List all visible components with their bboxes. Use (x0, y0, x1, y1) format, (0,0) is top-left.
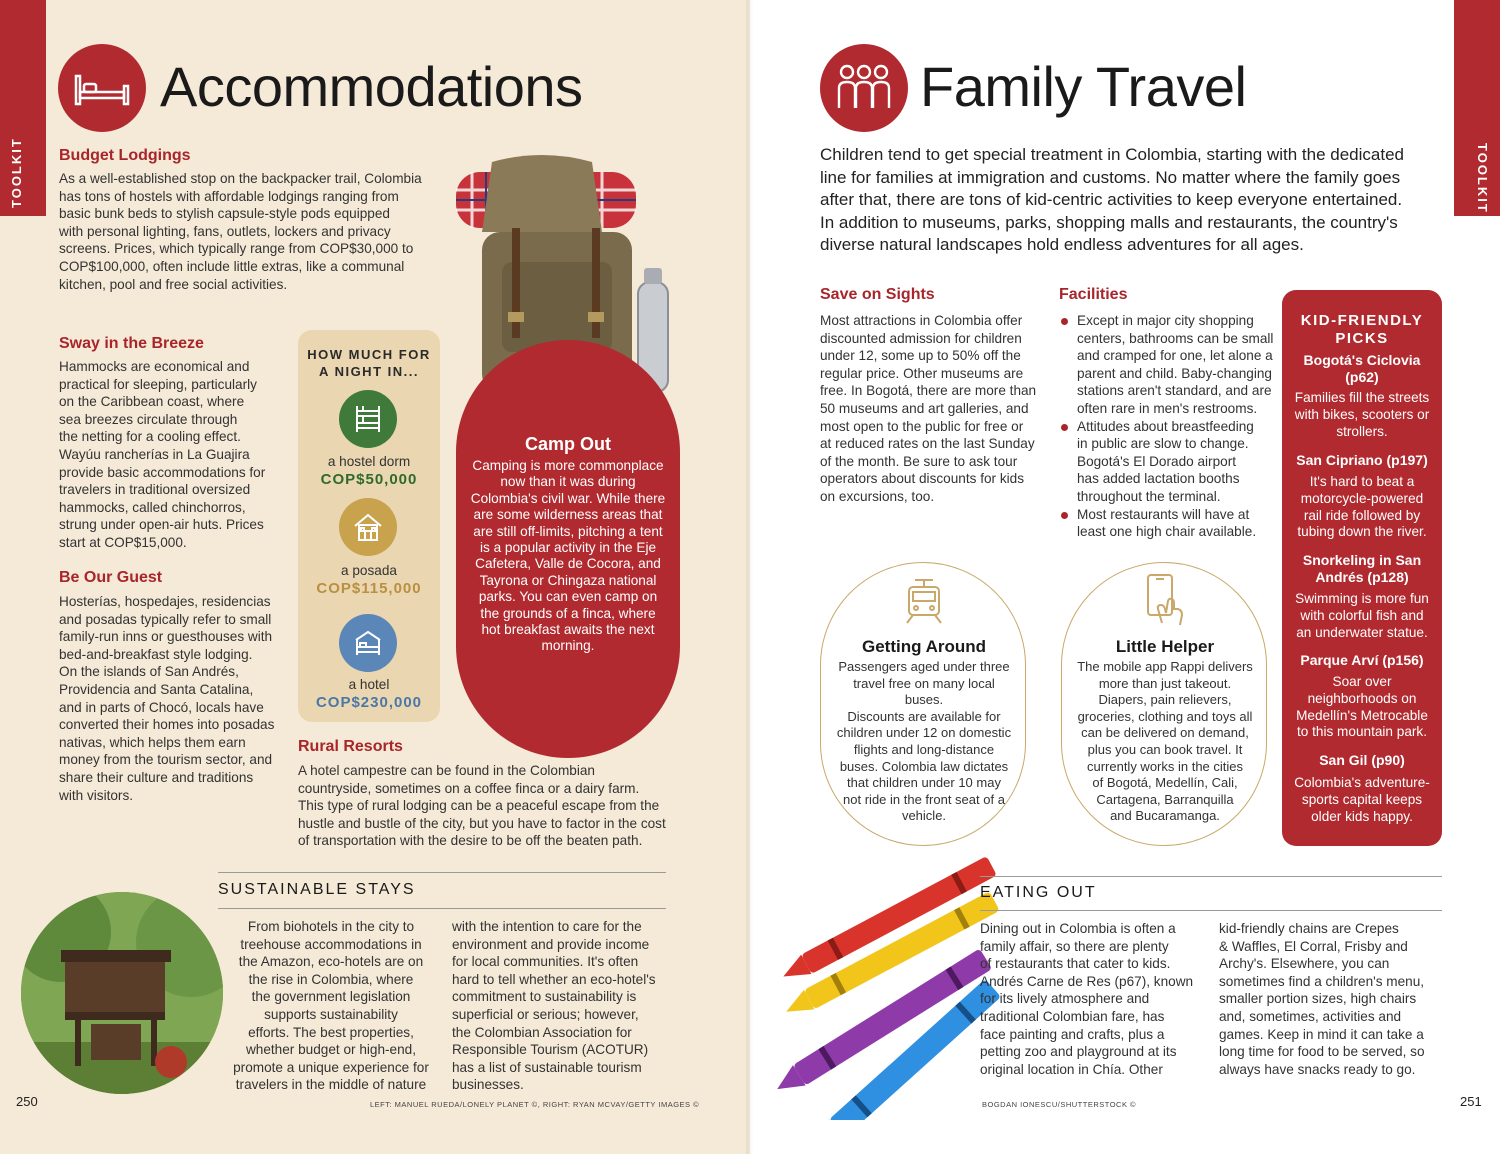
text-line: The mobile app Rappi delivers (1077, 659, 1253, 674)
text-line: an underwater statue. (1296, 624, 1428, 640)
price-label: a hotel (348, 677, 390, 692)
sustainable-col1 (220, 918, 442, 1094)
text-line: Andrés Carne de Res (p67), known (980, 973, 1194, 989)
text-line: San Cipriano (p197) (1296, 452, 1428, 468)
text-line: for local communities. It's often (452, 954, 639, 970)
text-line: not ride in the front seat of a (843, 791, 1005, 807)
divider (980, 876, 1442, 877)
text-line: family affair, so there are plenty (980, 938, 1169, 954)
text-line: & Waffles, El Corral, Frisby and (1219, 938, 1408, 954)
text-line: On the islands of San Andrés, (59, 664, 239, 680)
text-line: Swimming is more fun (1295, 591, 1429, 606)
text-line: sometimes find a children's menu, (1219, 973, 1425, 989)
text-line: Cafetera, Valle de Cocora, and (475, 556, 661, 572)
text-line: at reduced rates on the last Sunday (820, 436, 1035, 452)
text-line: Soar over (1332, 674, 1392, 689)
pick-description (1290, 591, 1434, 641)
text-line: Except in major city shopping (1077, 313, 1254, 328)
text-line: hustle and bustle of the city, but you have to factor in the cost (298, 815, 666, 831)
text-line: and posadas typically refer to small (59, 611, 272, 627)
text-line: basic bunk beds to stylish capsule-style pods equipped (59, 206, 390, 222)
title-line: PICKS (1335, 329, 1389, 347)
text-line: sea breezes circulate through (59, 411, 238, 427)
text-line: with the intention to care for the (452, 919, 642, 934)
bunk-bed-icon (339, 390, 397, 448)
page-number: 250 (16, 1094, 38, 1109)
pick-name (1282, 352, 1442, 386)
text-line: businesses. (452, 1077, 524, 1093)
text-line: the Colombian Association for (452, 1024, 632, 1040)
phone-tap-icon (1144, 573, 1186, 627)
text-line: after that, there are tons of kid-centric activities to keep everyone entertained. (820, 190, 1403, 210)
budget-heading: Budget Lodgings (59, 147, 191, 164)
text-line: supports sustainability (264, 1006, 398, 1022)
text-line: discounted admission for children (820, 330, 1022, 346)
photo-credit: BOGDAN IONESCU/SHUTTERSTOCK © (982, 1100, 1137, 1109)
facilities-heading: Facilities (1059, 286, 1128, 303)
text-line: of Bogotá, Medellín, Cali, (1092, 775, 1238, 791)
camp-out-panel (456, 340, 680, 758)
text-line: groceries, clothing and toys all (1077, 708, 1253, 724)
text-line: under 12, some up to 50% off the (820, 348, 1021, 364)
text-line: San Gil (p90) (1319, 752, 1405, 768)
text-line: From biohotels in the city to (247, 919, 415, 934)
price-label: a posada (341, 563, 397, 578)
camp-out-heading: Camp Out (524, 434, 611, 454)
text-line: Andrés (p128) (1315, 569, 1409, 585)
text-line: travel free on many local buses. (853, 675, 995, 708)
toolkit-tab-right (1454, 0, 1500, 216)
text-line: Hammocks are economical and (59, 359, 250, 374)
text-line: parent and child. Baby-changing (1077, 365, 1272, 381)
price-value: COP$50,000 (320, 471, 418, 488)
text-line: provide basic accommodations for (59, 464, 266, 480)
text-line: older kids happy. (1311, 808, 1413, 824)
sustainable-heading: SUSTAINABLE STAYS (218, 881, 416, 898)
pick-description (1290, 674, 1434, 741)
text-line: face painting and crafts, plus a (980, 1026, 1165, 1042)
price-label: a hostel dorm (327, 454, 411, 469)
text-line: more than just takeout. (1098, 675, 1232, 691)
title-line: A NIGHT IN... (319, 364, 419, 379)
text-line: of the month. Be sure to ask tour (820, 453, 1018, 469)
text-line: the grounds of a finca, where (480, 605, 656, 621)
text-line: commitment to sustainability is (452, 989, 637, 1005)
text-line: screens. Prices, which typically range from COP$30,000 to (59, 241, 414, 257)
pick-description (1290, 775, 1434, 825)
text-line: operators about discounts for kids (820, 471, 1025, 487)
text-line: and Bucaramanga. (1110, 808, 1220, 824)
save-text (820, 312, 1050, 506)
title-line: KID-FRIENDLY (1300, 312, 1424, 329)
text-line: kitchen, pool and free social activities. (59, 276, 288, 292)
text-line: practical for sleeping, particularly (59, 376, 257, 392)
text-line: motorcycle-powered (1300, 490, 1424, 506)
text-line: most open to the public for free or (820, 418, 1024, 434)
text-line: strollers. (1336, 423, 1388, 439)
text-line: that children under 10 may (847, 775, 1001, 791)
text-line: stations aren't standard, and are (1077, 383, 1272, 399)
text-line: often rare in men's restrooms. (1077, 400, 1258, 416)
text-line: strung under open-air huts. Prices (59, 517, 264, 533)
text-line: travelers in traditional oversized (59, 482, 251, 498)
text-line: has a list of sustainable tourism (452, 1059, 642, 1075)
text-line: converted their homes into posadas (59, 717, 275, 733)
pick-description (1290, 474, 1434, 541)
text-line: can be delivered on demand, (1081, 725, 1249, 741)
text-line: (p62) (1345, 369, 1379, 385)
kid-picks-heading (1282, 312, 1442, 347)
text-line: bed-and-breakfast style lodging. (59, 646, 253, 662)
text-line: Camping is more commonplace (472, 458, 664, 473)
text-line: share their culture and traditions (59, 769, 254, 785)
text-line: environment and provide income (452, 936, 650, 952)
text-line: rail ride followed by (1303, 507, 1421, 523)
text-line: Bogotá's El Dorado airport (1077, 453, 1237, 469)
text-line: now than it was during (500, 474, 636, 490)
text-line: Archy's. Elsewhere, you can (1219, 956, 1390, 972)
house-icon (339, 498, 397, 556)
text-line: original location in Chía. Other (980, 1061, 1163, 1077)
train-icon (903, 577, 945, 625)
divider (980, 910, 1442, 911)
pick-name (1282, 652, 1442, 669)
text-line: superficial or serious; however, (452, 1006, 639, 1022)
text-line: Colombia's civil war. While there (470, 490, 666, 506)
list-item (1059, 506, 1274, 541)
text-line: Children tend to get special treatment in Colombia, starting with the dedicated (820, 145, 1404, 164)
text-line: Hosterías, hospedajes, residencias (59, 594, 271, 609)
text-line: Providencia and Santa Catalina, (59, 681, 254, 697)
text-line: travelers in the middle of nature (235, 1077, 427, 1093)
toolkit-tab-left (0, 0, 46, 216)
budget-text (59, 170, 449, 293)
text-line: and, sometimes, activities and (1219, 1008, 1402, 1024)
text-line: whether budget or high-end, (245, 1042, 417, 1058)
text-line: Colombia's adventure- (1294, 775, 1430, 790)
text-line: children under 12 on domestic (836, 725, 1012, 741)
pick-name (1282, 552, 1442, 586)
text-line: on the Caribbean coast, where (59, 394, 245, 410)
text-line: least one high chair available. (1077, 524, 1257, 540)
gutter (746, 0, 754, 1154)
guest-heading: Be Our Guest (59, 569, 163, 586)
facilities-list (1059, 312, 1274, 541)
text-line: Tayrona or Chingaza national (479, 572, 657, 588)
bed-icon (58, 44, 146, 132)
page-title: Accommodations (160, 55, 583, 118)
text-line: hard to tell whether an eco-hotel's (452, 971, 656, 987)
guest-text (59, 593, 291, 804)
little-helper-heading: Little Helper (1115, 637, 1215, 656)
eating-col1 (980, 920, 1210, 1078)
text-line: COP$100,000, often include little extras, like a communal (59, 258, 405, 274)
text-line: Cartagena, Barranquilla (1096, 791, 1234, 807)
family-icon (820, 44, 908, 132)
text-line: has tons of hostels with affordable lodgings ranging from (59, 188, 399, 204)
text-line: plus you can book travel. It (1087, 741, 1243, 757)
text-line: morning. (541, 638, 595, 654)
how-much-title (298, 346, 440, 380)
text-line: the government legislation (251, 989, 411, 1005)
text-line: and in parts of Chocó, locals have (59, 699, 264, 715)
text-line: tubing down the river. (1297, 524, 1427, 540)
page-number: 251 (1460, 1094, 1482, 1109)
text-line: Snorkeling in San (1302, 552, 1422, 568)
text-line: 50 museums and art galleries, and (820, 400, 1029, 416)
text-line: Discounts are available for (847, 708, 1001, 724)
text-line: free. In Bogotá, there are more than (820, 383, 1037, 399)
text-line: of transportation with the desire to be off the beaten path. (298, 833, 643, 849)
text-line: This type of rural lodging can be a peaceful escape from the (298, 798, 660, 814)
treehouse-photo (21, 892, 223, 1094)
text-line: are still off-limits, pitching a tent (473, 523, 663, 539)
divider (218, 908, 666, 909)
text-line: promote a unique experience for (233, 1059, 429, 1075)
text-line: hammocks, called chinchorros, (59, 499, 246, 515)
rural-heading: Rural Resorts (298, 738, 403, 755)
text-line: the netting for a cooling effect. (59, 429, 241, 445)
text-line: with personal lighting, fans, outlets, lockers and privacy (59, 223, 391, 239)
text-line: smaller portion sizes, high chairs (1219, 991, 1417, 1007)
text-line: with colorful fish and (1300, 607, 1424, 623)
list-item (1059, 312, 1274, 418)
text-line: games. Keep in mind it can take a (1219, 1026, 1424, 1042)
text-line: parks. You can even camp on (478, 589, 658, 605)
camp-out-text (468, 458, 668, 655)
text-line: the Amazon, eco-hotels are on (238, 954, 424, 970)
getting-around-text (833, 659, 1015, 825)
text-line: Bogotá's Ciclovia (1303, 352, 1421, 368)
text-line: traditional Colombian fare, has (980, 1008, 1165, 1024)
rural-text (298, 762, 698, 850)
text-line: money from the tourism sector, and (59, 752, 273, 768)
toolkit-tab-label: TOOLKIT (9, 137, 24, 208)
getting-around-card (820, 562, 1026, 846)
eating-col2 (1219, 920, 1449, 1078)
sway-heading: Sway in the Breeze (59, 335, 204, 352)
text-line: always have snacks ready to go. (1219, 1061, 1416, 1077)
text-line: family-run inns or guesthouses with (59, 629, 273, 645)
text-line: regular price. Other museums are (820, 365, 1024, 381)
pick-name (1282, 752, 1442, 769)
text-line: centers, bathrooms can be small (1077, 330, 1274, 346)
text-line: nativas, which helps them earn (59, 734, 246, 750)
toolkit-tab-label: TOOLKIT (1475, 143, 1490, 214)
text-line: Families fill the streets (1294, 390, 1430, 405)
text-line: in public are slow to change. (1077, 436, 1249, 452)
text-line: countryside, sometimes on a coffee finca or a dairy farm. (298, 780, 640, 796)
text-line: Diapers, pain relievers, (1098, 692, 1232, 708)
text-line: Parque Arví (p156) (1300, 652, 1424, 668)
text-line: sports capital keeps (1301, 791, 1423, 807)
pick-description (1290, 390, 1434, 440)
text-line: It's hard to beat a (1309, 474, 1415, 489)
little-helper-text (1074, 659, 1256, 825)
text-line: are some wilderness areas that (473, 507, 663, 523)
text-line: currently works in the cities (1086, 758, 1244, 774)
how-much-box (298, 330, 440, 722)
text-line: Most attractions in Colombia offer (820, 313, 1023, 328)
text-line: Dining out in Colombia is often a (980, 921, 1176, 936)
text-line: diverse natural landscapes hold endless adventures for all ages. (820, 235, 1304, 255)
title-line: HOW MUCH FOR (307, 347, 431, 362)
text-line: A hotel campestre can be found in the Colombian (298, 763, 595, 778)
text-line: petting zoo and playground at its (980, 1044, 1177, 1060)
text-line: with visitors. (59, 787, 134, 803)
page-title: Family Travel (920, 55, 1247, 118)
text-line: Wayúu rancherías in La Guajira (59, 446, 250, 462)
text-line: Medellín's Metrocable (1296, 707, 1428, 723)
text-line: to this mountain park. (1297, 724, 1427, 740)
text-line: Most restaurants will have at (1077, 506, 1250, 522)
text-line: As a well-established stop on the backpacker trail, Colombia (59, 171, 422, 186)
text-line: flights and long-distance (853, 741, 995, 757)
price-value: COP$115,000 (316, 580, 422, 597)
intro-text (820, 144, 1430, 257)
text-line: Passengers aged under three (838, 659, 1010, 674)
text-line: long time for food to be served, so (1219, 1044, 1425, 1060)
text-line: vehicle. (901, 808, 947, 824)
sustainable-col2 (452, 918, 672, 1094)
hotel-bed-icon (339, 614, 397, 672)
text-line: is a popular activity in the Eje (479, 540, 657, 556)
kid-friendly-picks-box (1282, 290, 1442, 846)
sway-text (59, 358, 291, 552)
text-line: for its lively atmosphere and (980, 991, 1150, 1007)
text-line: kid-friendly chains are Crepes (1219, 921, 1399, 936)
eating-out-heading: EATING OUT (980, 884, 1097, 901)
text-line: line for families at immigration and customs. No matter where the family goes (820, 167, 1401, 187)
text-line: and cramped for one, let alone a (1077, 348, 1273, 364)
text-line: on excursions, too. (820, 488, 935, 504)
pick-name (1282, 452, 1442, 469)
text-line: with bikes, scooters or (1294, 406, 1430, 422)
text-line: throughout the terminal. (1077, 488, 1221, 504)
text-line: has added lactation booths (1077, 471, 1240, 487)
price-value: COP$230,000 (315, 694, 423, 711)
list-item (1059, 418, 1274, 506)
text-line: neighborhoods on (1307, 690, 1417, 706)
text-line: of restaurants that cater to kids. (980, 956, 1171, 972)
getting-around-heading: Getting Around (861, 637, 986, 656)
text-line: Responsible Tourism (ACOTUR) (452, 1042, 649, 1058)
photo-credit: LEFT: MANUEL RUEDA/LONELY PLANET ©, RIGHT: RYAN MCVAY/GETTY IMAGES © (370, 1100, 700, 1109)
save-heading: Save on Sights (820, 286, 935, 303)
text-line: treehouse accommodations in (240, 936, 422, 952)
text-line: buses. Colombia law dictates (839, 758, 1009, 774)
text-line: the rise in Colombia, where (248, 971, 414, 987)
text-line: start at COP$15,000. (59, 534, 187, 550)
divider (218, 872, 666, 873)
text-line: hot breakfast awaits the next (481, 622, 655, 638)
little-helper-card (1061, 562, 1267, 846)
text-line: In addition to museums, parks, shopping malls and restaurants, the country's (820, 212, 1398, 232)
text-line: efforts. The best properties, (248, 1024, 414, 1040)
text-line: Attitudes about breastfeeding (1077, 418, 1254, 434)
